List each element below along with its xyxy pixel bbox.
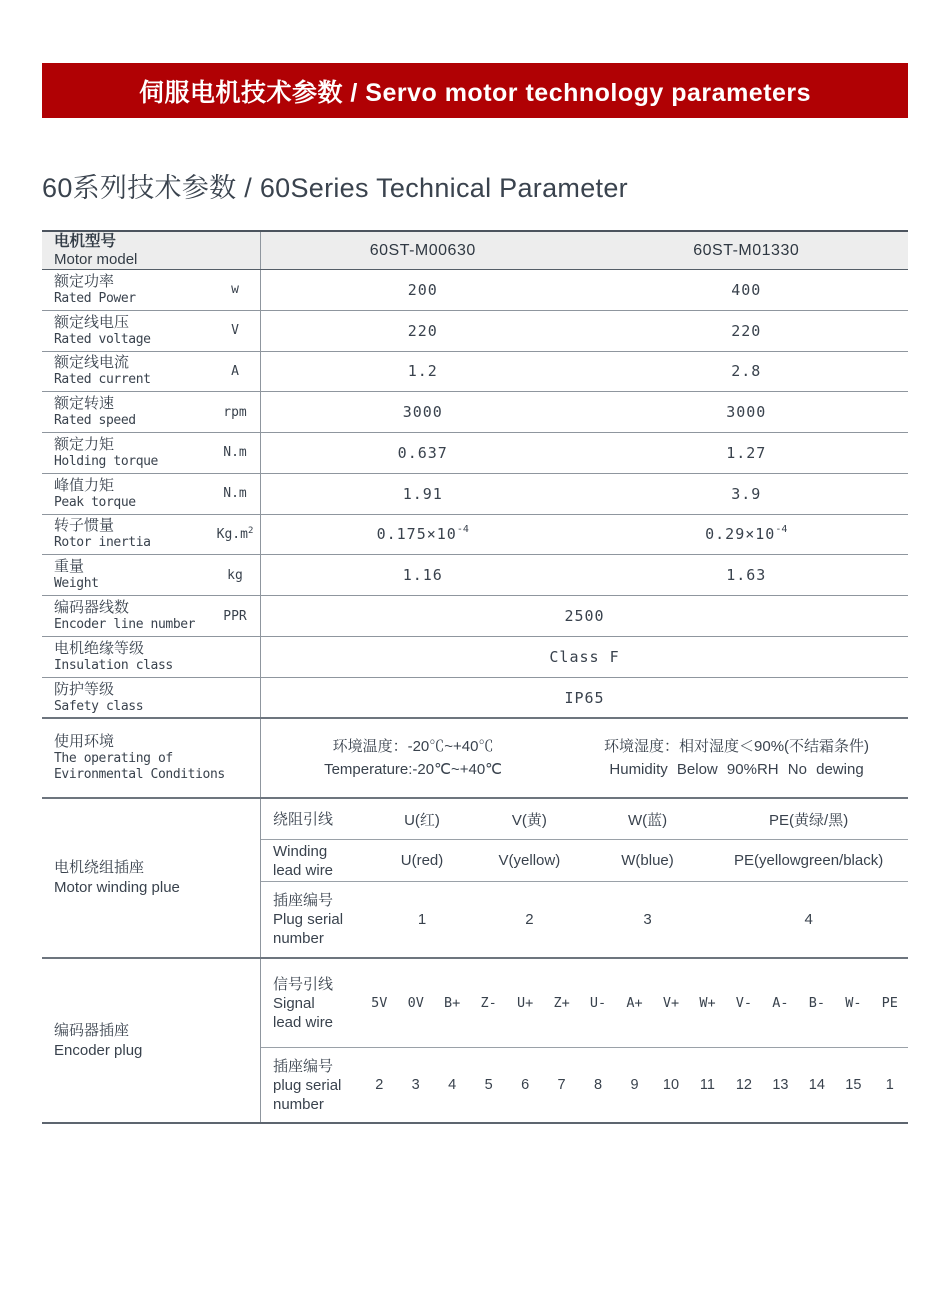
row-values xyxy=(260,392,908,432)
signal-value: A- xyxy=(772,995,789,1011)
sub-row-label xyxy=(261,1048,361,1122)
plug-number: 4 xyxy=(448,1077,457,1093)
sub-row-label-line: lead wire xyxy=(273,1013,334,1031)
table-row-holding-torque xyxy=(42,433,908,474)
header-unit-cell xyxy=(210,232,260,269)
plug-number: 1 xyxy=(417,911,427,928)
row-unit: w xyxy=(231,282,239,298)
section-label-zh: 电机绕组插座 xyxy=(54,859,145,876)
row-values xyxy=(260,270,908,310)
winding-value: W(blue) xyxy=(621,852,674,869)
value-model2: 3000 xyxy=(726,403,767,422)
row-label-zh: 额定力矩 xyxy=(54,435,115,453)
winding-value: PE(yellowgreen/black) xyxy=(734,852,884,869)
signal-value: U- xyxy=(589,995,607,1011)
plug-number: 2 xyxy=(525,911,534,928)
section-body xyxy=(260,959,908,1122)
plug-number: 8 xyxy=(594,1077,603,1093)
row-values xyxy=(260,719,908,797)
unit-base: Kg.m xyxy=(216,526,248,542)
row-label-zh: 电机绝缘等级 xyxy=(54,640,145,657)
row-label-en: Rated Power xyxy=(54,290,136,306)
winding-plug-numbers xyxy=(371,882,908,957)
row-unit xyxy=(210,678,260,717)
plug-number: 6 xyxy=(521,1077,530,1093)
row-unit: V xyxy=(231,323,239,339)
table-row-rotor-inertia xyxy=(42,515,908,556)
row-label xyxy=(42,433,210,473)
signal-value: PE xyxy=(881,995,898,1011)
winding-value: U(红) xyxy=(404,811,440,829)
row-values xyxy=(260,515,908,555)
section-label xyxy=(42,799,260,957)
sub-row-label-line: number xyxy=(273,930,324,947)
header-label-zh: 电机型号 xyxy=(54,232,117,250)
plug-number: 7 xyxy=(557,1077,566,1093)
row-values xyxy=(260,433,908,473)
plug-number: 3 xyxy=(411,1077,420,1093)
signal-value: V+ xyxy=(662,995,680,1011)
row-values xyxy=(260,352,908,392)
row-unit: PPR xyxy=(223,608,247,624)
winding-lead-wire-en-row xyxy=(261,840,908,882)
value-span: IP65 xyxy=(564,688,605,707)
value-model2: 220 xyxy=(731,321,762,340)
winding-value: W(蓝) xyxy=(627,811,668,829)
signal-value: B+ xyxy=(444,995,461,1011)
row-label-zh: 转子惯量 xyxy=(54,517,115,535)
plug-number: 4 xyxy=(804,911,813,928)
row-unit: kg xyxy=(227,567,243,583)
value-model1: 1.2 xyxy=(407,362,438,381)
row-values xyxy=(260,678,908,717)
value-model1: 200 xyxy=(407,280,438,299)
sub-row-label-line: 插座编号 xyxy=(273,892,334,909)
row-label xyxy=(42,555,210,595)
row-unit xyxy=(210,637,260,677)
encoder-plug-serial-row xyxy=(261,1048,908,1122)
value-model1 xyxy=(261,515,585,555)
row-values xyxy=(260,555,908,595)
row-label xyxy=(42,719,225,797)
sub-row-label-line: plug serial xyxy=(273,1076,342,1094)
row-label-en: Rated voltage xyxy=(54,331,151,347)
row-unit xyxy=(210,719,260,797)
sub-row-label-line: 插座编号 xyxy=(273,1057,334,1075)
table-row-rated-power xyxy=(42,270,908,311)
winding-value: V(黄) xyxy=(511,811,547,829)
row-label-en: Encoder line number xyxy=(54,617,196,632)
signal-value: Z- xyxy=(480,995,497,1011)
section-motor-winding-plug xyxy=(42,799,908,959)
row-label xyxy=(42,352,210,392)
row-label-en: Insulation class xyxy=(54,658,173,673)
row-unit: N.m xyxy=(223,486,247,502)
plug-number: 9 xyxy=(630,1077,639,1093)
plug-number: 3 xyxy=(643,911,652,928)
winding-value: U(red) xyxy=(400,852,444,869)
signal-value: W+ xyxy=(699,995,716,1011)
row-label xyxy=(42,678,210,717)
spec-table xyxy=(42,230,908,1124)
table-row-weight xyxy=(42,555,908,596)
winding-values-en xyxy=(371,840,908,881)
row-label-zh: 重量 xyxy=(54,558,85,576)
value-model1: 1.91 xyxy=(402,484,443,503)
sub-row-label-line: Signal xyxy=(273,994,315,1012)
sub-row-label-line: 信号引线 xyxy=(273,975,334,993)
plug-number: 15 xyxy=(845,1077,862,1093)
winding-lead-wire-zh-row xyxy=(261,799,908,840)
value-model2: 1.27 xyxy=(726,443,767,462)
value-model2: 400 xyxy=(731,280,762,299)
signal-value: W- xyxy=(845,995,862,1011)
section-label-en: Motor winding plue xyxy=(54,879,180,896)
row-values xyxy=(260,637,908,677)
plug-number: 13 xyxy=(772,1077,789,1093)
value-span: Class F xyxy=(549,648,620,666)
plug-number: 1 xyxy=(885,1077,894,1093)
signal-value: U+ xyxy=(516,995,534,1011)
row-label-en: Rated current xyxy=(54,372,151,388)
plug-number: 14 xyxy=(808,1077,825,1093)
plug-number: 12 xyxy=(735,1077,752,1093)
signal-lead-wire-row xyxy=(261,959,908,1048)
plug-number: 10 xyxy=(662,1077,680,1093)
row-label xyxy=(42,637,210,677)
signal-value: V- xyxy=(735,995,753,1011)
winding-values-zh xyxy=(371,799,908,839)
row-label-en-line2: Evironmental Conditions xyxy=(54,767,225,782)
row-label-en-line1: The operating of xyxy=(54,751,173,766)
sub-row-label xyxy=(261,799,371,839)
row-unit: N.m xyxy=(223,445,247,461)
plug-number: 5 xyxy=(484,1077,493,1093)
signal-value: 0V xyxy=(407,995,424,1011)
table-row-rated-speed xyxy=(42,392,908,433)
value-model2: 1.63 xyxy=(726,566,767,585)
signal-value: B- xyxy=(808,995,825,1011)
table-row-encoder-line-number xyxy=(42,596,908,637)
row-label xyxy=(42,270,210,310)
model-column-2: 60ST-M01330 xyxy=(693,241,800,259)
row-label xyxy=(42,515,210,555)
table-header-row xyxy=(42,232,908,270)
row-values xyxy=(260,474,908,514)
value-base: 0.29×10 xyxy=(705,525,776,544)
row-label-zh: 额定线电压 xyxy=(54,313,130,331)
sub-row-label-line: number xyxy=(273,1095,324,1113)
model-column-1: 60ST-M00630 xyxy=(369,241,476,259)
row-label-en: Peak torque xyxy=(54,494,136,510)
row-unit: A xyxy=(231,363,239,379)
value-model1: 3000 xyxy=(402,403,443,422)
section-encoder-plug xyxy=(42,959,908,1122)
value-exponent: -4 xyxy=(775,524,788,536)
header-label-cell xyxy=(42,232,210,269)
sub-row-label xyxy=(261,840,371,881)
row-label-en: Rated speed xyxy=(54,413,136,429)
sub-row-label xyxy=(261,882,371,957)
header-label-en: Motor model xyxy=(54,250,138,268)
value-model2: 2.8 xyxy=(731,362,762,381)
row-label-zh: 防护等级 xyxy=(54,680,115,698)
section-label-zh: 编码器插座 xyxy=(54,1021,130,1039)
plug-number: 11 xyxy=(699,1077,715,1093)
row-label-en: Rotor inertia xyxy=(54,535,151,551)
signal-values xyxy=(361,959,908,1047)
row-label-zh: 编码器线数 xyxy=(54,599,130,616)
signal-value: 5V xyxy=(371,995,388,1011)
row-label-zh: 峰值力矩 xyxy=(54,476,115,494)
sub-row-label-line: Winding xyxy=(273,842,328,860)
value-model1: 0.637 xyxy=(397,443,448,462)
section-label xyxy=(42,959,260,1122)
humidity-en: Humidity Below 90%RH No dewing xyxy=(609,761,864,778)
winding-plug-serial-row xyxy=(261,882,908,957)
table-row-peak-torque xyxy=(42,474,908,515)
sub-row-label-line: 绕阻引线 xyxy=(273,810,334,828)
row-label-en: Holding torque xyxy=(54,453,158,469)
signal-value: Z+ xyxy=(553,995,570,1011)
environment-humidity xyxy=(565,719,908,797)
row-label-zh: 使用环境 xyxy=(54,733,115,750)
sub-row-label-line: Plug serial xyxy=(273,911,344,928)
value-model1: 220 xyxy=(407,321,438,340)
table-row-insulation-class xyxy=(42,637,908,678)
row-values xyxy=(260,311,908,351)
sub-row-label-line: lead wire xyxy=(273,861,334,879)
row-unit: rpm xyxy=(223,404,247,420)
section-header-banner xyxy=(42,63,908,118)
section-label-en: Encoder plug xyxy=(54,1041,143,1059)
unit-exponent: 2 xyxy=(247,526,254,537)
sub-row-label xyxy=(261,959,361,1047)
table-row-rated-current xyxy=(42,352,908,393)
winding-value: PE(黄绿/黑) xyxy=(769,811,849,829)
value-model2 xyxy=(585,515,909,555)
row-label-zh: 额定功率 xyxy=(54,272,115,290)
value-span: 2500 xyxy=(564,607,605,625)
page-title: 60系列技术参数 / 60Series Technical Parameter xyxy=(42,173,628,203)
header-models xyxy=(260,232,908,269)
table-row-rated-voltage xyxy=(42,311,908,352)
row-label-en: Safety class xyxy=(54,698,144,714)
value-model1: 1.16 xyxy=(402,566,443,585)
row-label-zh: 额定转速 xyxy=(54,395,115,413)
winding-value: V(yellow) xyxy=(498,852,561,869)
humidity-zh: 环境湿度：相对湿度＜90%(不结霜条件) xyxy=(604,738,870,755)
row-label-en: Weight xyxy=(54,576,99,592)
row-label xyxy=(42,311,210,351)
encoder-plug-numbers xyxy=(361,1048,908,1122)
banner-title: 伺服电机技术参数 / Servo motor technology parameters xyxy=(138,78,812,107)
row-label xyxy=(42,392,210,432)
environment-temperature xyxy=(261,719,565,797)
row-label xyxy=(42,596,210,636)
temperature-en: Temperature:-20℃~+40℃ xyxy=(324,761,503,778)
value-model2: 3.9 xyxy=(731,484,762,503)
section-body xyxy=(260,799,908,957)
value-base: 0.175×10 xyxy=(376,525,457,544)
signal-value: A+ xyxy=(626,995,643,1011)
temperature-zh: 环境温度：-20℃~+40℃ xyxy=(332,738,494,755)
table-row-safety-class xyxy=(42,678,908,719)
value-exponent: -4 xyxy=(456,524,469,536)
plug-number: 2 xyxy=(375,1077,384,1093)
table-row-environment xyxy=(42,719,908,799)
row-unit xyxy=(210,515,260,555)
row-label xyxy=(42,474,210,514)
row-label-zh: 额定线电流 xyxy=(54,354,130,372)
row-values xyxy=(260,596,908,636)
